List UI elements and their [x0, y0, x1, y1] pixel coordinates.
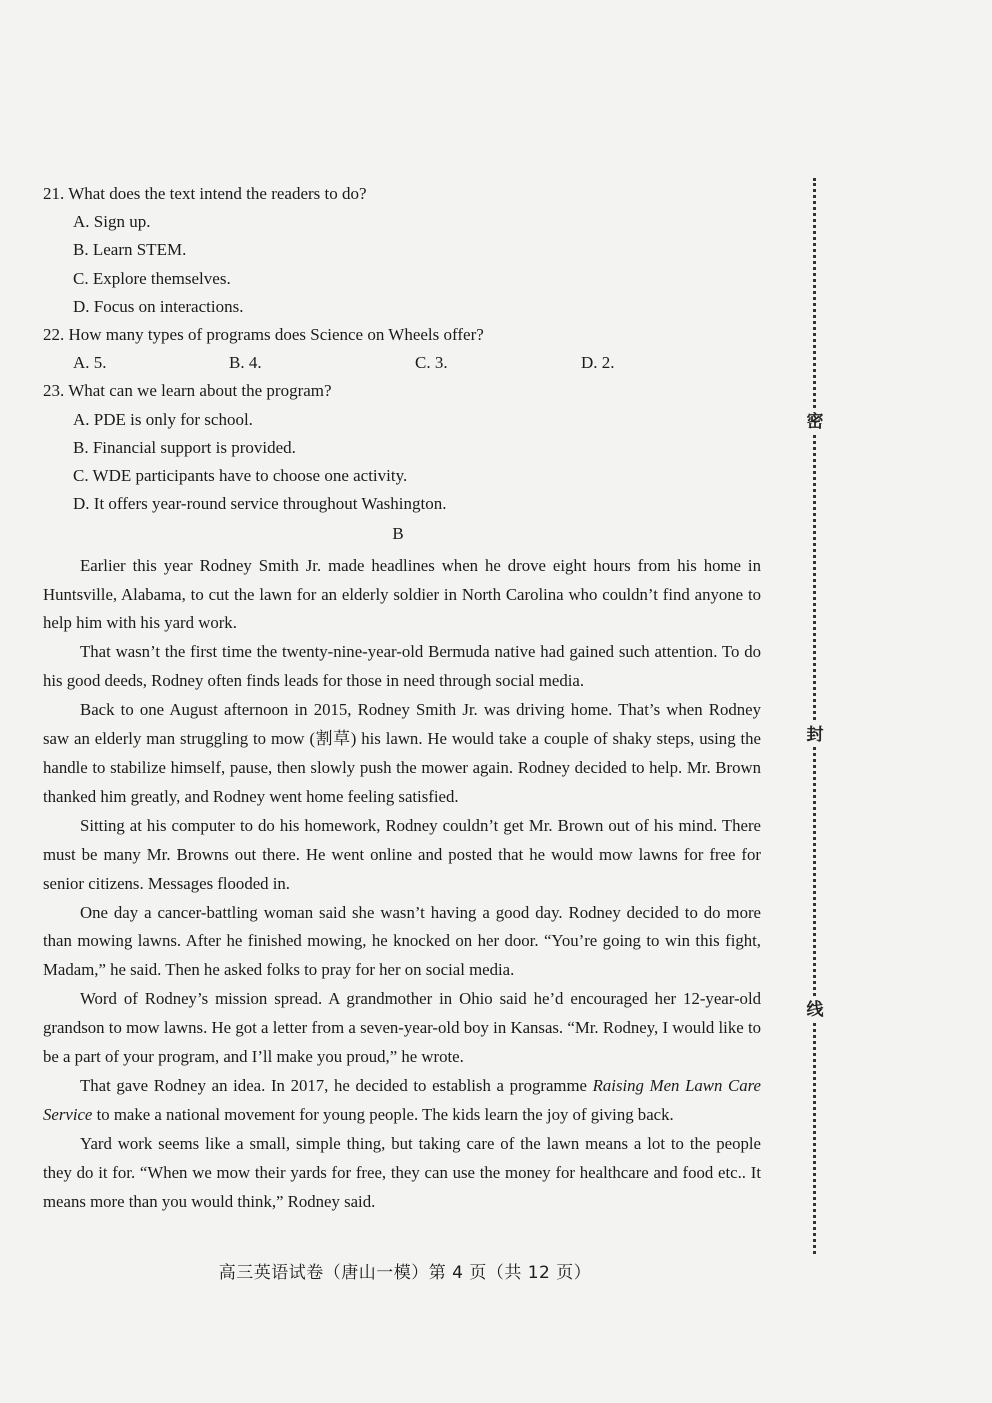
passage-paragraph	[43, 1072, 761, 1130]
passage-paragraph: Yard work seems like a small, simple thing, but taking care of the lawn means a lot to the people they do it for. “When we mow their yards for free, they can use the money for healthcare and food etc.. It means more than you would think,” Rodney said.	[43, 1133, 761, 1211]
question-22	[43, 321, 761, 377]
binding-mark-xian: 线	[803, 998, 827, 1022]
question-stem: 23. What can we learn about the program?	[43, 381, 332, 401]
page-content	[43, 180, 761, 1216]
option-b: B. Learn STEM.	[73, 240, 187, 260]
passage-b	[43, 552, 761, 1217]
option-a: A. 5.	[73, 353, 107, 373]
option-b: B. 4.	[229, 353, 262, 373]
page-footer: 高三英语试卷（唐山一模）第 4 页（共 12 页）	[218, 1263, 592, 1283]
question-stem: 21. What does the text intend the readers to do?	[43, 184, 367, 203]
option-c: C. 3.	[415, 353, 448, 373]
question-21	[43, 180, 761, 321]
passage-paragraph: One day a cancer-battling woman said she wasn’t having a good day. Rodney decided to do more than mowing lawns. After he finished mowing, he knocked on her door. “You’re going to win this fight, Madam,” he said. Then he asked folks to pray for her on social media.	[43, 902, 761, 980]
binding-mark-mi: 密	[803, 410, 827, 434]
option-c: C. Explore themselves.	[73, 268, 231, 288]
passage-paragraph: That wasn’t the first time the twenty-nine-year-old Bermuda native had gained such attention. To do his good deeds, Rodney often finds leads for those in need through social media.	[43, 642, 761, 691]
option-d: D. 2.	[581, 353, 615, 373]
passage-paragraph: Back to one August afternoon in 2015, Rodney Smith Jr. was driving home. That’s when Rodney saw an elderly man struggling to mow (割草) his lawn. He would take a couple of shaky steps, using the handle to stabilize himself, pause, then slowly push the mower again. Rodney decided to help. Mr. Brown thanked him greatly, and Rodney went home feeling satisfied.	[43, 700, 761, 806]
option-d: D. Focus on interactions.	[73, 296, 244, 316]
question-23	[43, 377, 761, 518]
option-a: A. PDE is only for school.	[73, 409, 253, 429]
paragraph-text: to make a national movement for young people. The kids learn the joy of giving back.	[92, 1104, 674, 1124]
passage-paragraph: Word of Rodney’s mission spread. A grandmother in Ohio said he’d encouraged her 12-year-old grandson to mow lawns. He got a letter from a seven-year-old boy in Kansas. “Mr. Rodney, I would like to be a part of your program, and I’ll make you proud,” he wrote.	[43, 989, 761, 1067]
option-a: A. Sign up.	[73, 212, 151, 232]
section-heading: B	[392, 524, 404, 544]
option-c: C. WDE participants have to choose one activity.	[73, 466, 408, 486]
question-stem: 22. How many types of programs does Science on Wheels offer?	[43, 325, 484, 345]
binding-dotted-line	[813, 178, 816, 1254]
option-b: B. Financial support is provided.	[73, 437, 296, 457]
option-d: D. It offers year-round service throughout Washington.	[73, 494, 447, 514]
binding-mark-feng: 封	[803, 723, 827, 747]
program-name: Raising Men Lawn Care Service	[43, 1075, 761, 1124]
option-row	[73, 349, 761, 377]
passage-paragraph: Sitting at his computer to do his homework, Rodney couldn’t get Mr. Brown out of his mind. There must be many Mr. Browns out there. He went online and posted that he would mow lawns for free for senior citizens. Messages flooded in.	[43, 815, 761, 893]
passage-paragraph: Earlier this year Rodney Smith Jr. made headlines when he drove eight hours from his home in Huntsville, Alabama, to cut the lawn for an elderly soldier in North Carolina who couldn’t find anyone to help him with his yard work.	[43, 555, 761, 633]
paragraph-text: That gave Rodney an idea. In 2017, he decided to establish a programme	[80, 1075, 593, 1095]
